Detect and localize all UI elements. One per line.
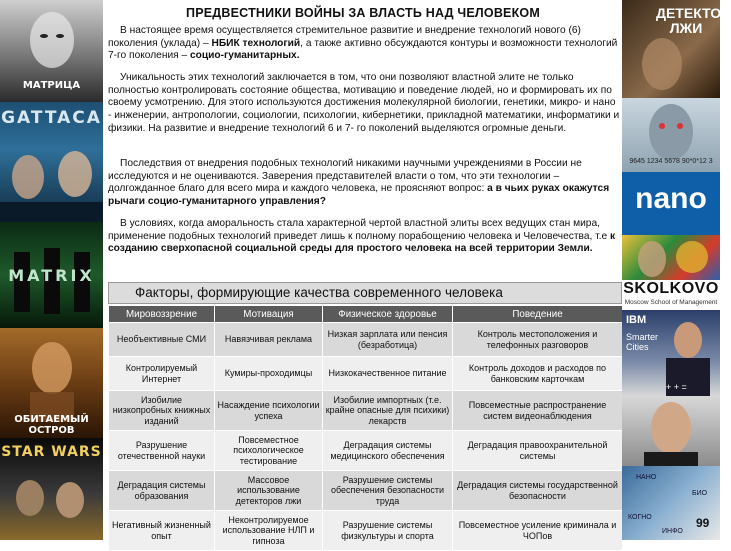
table-cell: Контроль местоположения и телефонных разговоров [453,323,623,357]
ibm-logo-text: IBM [626,314,647,326]
table-cell: Изобилие импортных (т.е. крайне опасные для психики) лекарств [323,391,453,431]
paragraph-bold: а в чьих руках окажутся рычаги социо-гуманитарного управления? [108,183,610,208]
rusnano-official-photo [622,235,720,280]
table-row [109,391,623,431]
table-cell: Повсеместное усиление криминала и ЧОПов [453,511,623,551]
poster-title: STAR WARS [1,444,102,460]
detector-title: ДЕТЕКТОР ЛЖИ [656,5,731,36]
poster-title: GATTACA [1,108,102,128]
table-cell: Изобилие низкопробных книжных изданий [109,391,215,431]
portrait-image [622,396,720,466]
paragraph-2 [108,72,620,136]
table-cell: Насаждение психологии успеха [215,391,323,431]
page-title: ПРЕДВЕСТНИКИ ВОЙНЫ ЗА ВЛАСТЬ НАД ЧЕЛОВЕКОМ [186,6,540,20]
table-row [109,431,623,471]
table-row [109,357,623,391]
paragraph-bold: НБИК технологий [211,37,301,49]
table-cell: Деградация системы государственной безопасности [453,471,623,511]
paragraph-text: В условиях, когда аморальность стала характерной чертой властной элиты всех ведущих стан мира, применение подобных технологий приведет лишь к полному порабощению человека и Человечества, т.е [108,218,611,242]
table-cell: Разрушение системы физкультуры и спорта [323,511,453,551]
column-header-worldview: Мировоззрение [109,306,215,323]
table-cell: Контроль доходов и расходов по банковским карточкам [453,357,623,391]
poster-star-wars [0,438,103,540]
paragraph-text: В настоящее время осуществляется стремительное развитие и внедрение технологий нового (6) поколения (уклада) – [108,25,581,49]
paragraph-3 [108,158,620,209]
table-row [109,323,623,357]
skolkovo-logo [622,280,720,310]
poster-title: MATRIX [8,266,95,285]
table-cell: Повсеместное психологическое тестирование [215,431,323,471]
ibm-smarter-cities-photo [622,310,720,396]
table-cell: Навязчивая реклама [215,323,323,357]
table-cell: Негативный жизненный опыт [109,511,215,551]
table-cell: Массовое использование детекторов лжи [215,471,323,511]
label-nano: НАНО [636,474,657,481]
nbic-diagram [622,466,720,540]
label-kogno: КОГНО [628,514,652,521]
poster-title: МАТРИЦА [22,80,81,91]
label-info: ИНФО [662,528,683,535]
page-number: 99 [696,516,710,530]
paragraph-bold: к созданию сверхопасной социальной среды для простого человека на всей территории Земли. [108,230,616,255]
paragraph-bold: социо-гуманитарных. [190,50,300,62]
table-cell: Деградация системы медицинского обеспечения [323,431,453,471]
nano-text: nano [635,182,707,215]
column-header-health: Физическое здоровье [323,306,453,323]
table-row [109,471,623,511]
table-cell: Низкокачественное питание [323,357,453,391]
poster-gattaca [0,102,103,222]
table-cell: Разрушение отечественной науки [109,431,215,471]
barcode-digits: 9645 1234 5678 90*0*12 3 [629,158,713,165]
paragraph-4 [108,218,620,256]
movie-posters-column [0,0,103,540]
factors-table [108,305,623,551]
table-cell: Деградация системы образования [109,471,215,511]
paragraph-text: Последствия от внедрения подобных технологий никакими научными учреждениями в России не исследуются и не оцениваются. Заверения представителей власти о том, что эти технологии – долгожданное благо для всего мира и каждого человека, не проясняют вопрос: [108,158,582,195]
right-images-column [622,0,731,540]
column-header-behavior: Поведение [453,306,623,323]
poster-matrix [0,222,103,328]
globe-icon [622,235,720,280]
label-bio: БИО [692,490,708,497]
nano-logo [622,172,720,235]
column-header-motivation: Мотивация [215,306,323,323]
table-cell: Повсеместные распространение систем видеонаблюдения [453,391,623,431]
table-cell: Необъективные СМИ [109,323,215,357]
detector-lzhi-poster [622,0,731,98]
table-cell: Кумиры-проходимцы [215,357,323,391]
official-portrait-photo [622,396,720,466]
table-cell: Деградация правоохранительной системы [453,431,623,471]
poster-title: ОБИТАЕМЫЙ ОСТРОВ [14,414,89,436]
table-cell: Контролируемый Интернет [109,357,215,391]
table-cell: Разрушение системы обеспечения безопасности труда [323,471,453,511]
smarter-cities-text: Smarter Cities [626,332,659,352]
skolkovo-text: SKOLKOVO [623,280,719,297]
paragraph-text: Уникальность этих технологий заключается в том, что они позволяют властной элите не только полностью контролировать состояние общества, мотивацию и поведение людей, но и формировать их по своему усмотрению. Для этого используются достижения молекулярной биологии, генетики, микро- и нано - инженерии, антропологии, социологии, психологии, кибернетики, прикладной математики, информатики и физики. На развитие и внедрение технологий 6 и 7- го поколений выделяются огромные деньги. [108,72,620,134]
poster-obitaemy-ostrov [0,328,103,438]
paragraph-1 [108,25,620,63]
skolkovo-subtitle: Moscow School of Management [624,299,718,306]
table-header-row [109,306,623,323]
poster-matrix-ru [0,0,103,102]
table-row [109,511,623,551]
paragraph-text: , а также активно обсуждаются контуры и возможности технологий 7-го поколения – [108,37,618,62]
table-cell: Неконтролируемое использование НЛП и гипноза [215,511,323,551]
factors-heading: Факторы, формирующие качества современного человека [108,282,622,304]
biometric-face-image [622,98,720,172]
table-cell: Низкая зарплата или пенсия (безработица) [323,323,453,357]
formula-text: + + = [666,382,687,392]
